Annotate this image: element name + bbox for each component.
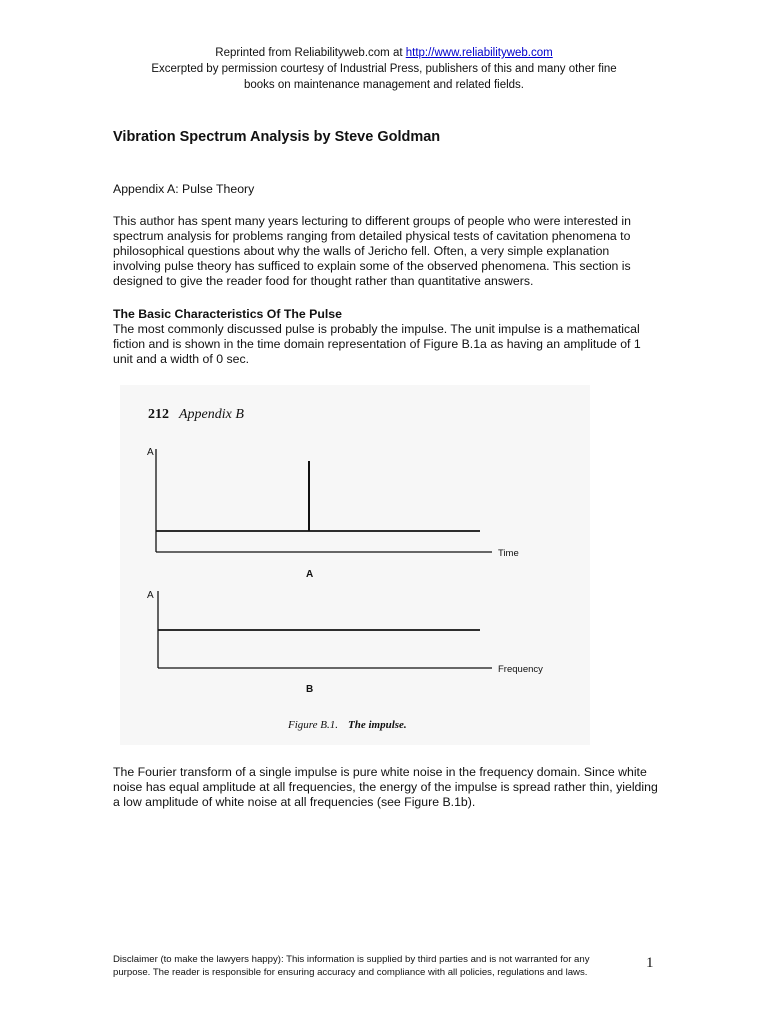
publisher-line: books on maintenance management and related fields. [243, 79, 524, 91]
closing-paragraph: The Fourier transform of a single impulse is pure white noise in the frequency domain. Since white noise has equal amplitude at all frequencies, the energy of the impulse is spread rather thin, yielding a low amplitude of white noise at all frequencies (see Figure B.1b). [113, 765, 658, 809]
permission-line: Excerpted by permission courtesy of Industrial Press, publishers of this and many other fine [151, 63, 617, 75]
appendix-heading: Appendix A: Pulse Theory [113, 182, 255, 196]
impulse-figure [120, 385, 590, 745]
pulse-section [113, 307, 658, 367]
figure-page-title: Appendix B [179, 407, 244, 422]
reprint-prefix: Reprinted from Reliabilityweb.com at [215, 47, 406, 59]
page-number: 1 [646, 955, 654, 971]
bottom-y-axis-label: A [147, 590, 154, 601]
reprint-line [100, 45, 668, 61]
reprint-header [100, 45, 668, 93]
bottom-x-axis-label: Frequency [498, 664, 543, 675]
section-heading: The Basic Characteristics Of The Pulse [113, 307, 342, 321]
impulse-diagram [120, 385, 590, 745]
figure-page-number: 212 [148, 407, 169, 422]
caption-text: The impulse. [348, 719, 407, 731]
section-text: The most commonly discussed pulse is probably the impulse. The unit impulse is a mathematical fiction and is shown in the time domain representation of Figure B.1a as having an amplitude of 1 unit and a width of 0 sec. [113, 322, 641, 366]
top-x-axis-label: Time [498, 548, 519, 559]
top-panel-label: A [306, 569, 314, 580]
disclaimer: Disclaimer (to make the lawyers happy): This information is supplied by third parties and is not warranted for any purpose. The reader is responsible for ensuring accuracy and compliance with all policies, regulations and laws. [113, 954, 590, 978]
top-y-axis-label: A [147, 447, 154, 458]
reliabilityweb-link[interactable]: http://www.reliabilityweb.com [405, 47, 553, 59]
document-title: Vibration Spectrum Analysis by Steve Goldman [113, 129, 441, 145]
intro-paragraph: This author has spent many years lecturing to different groups of people who were interested in spectrum analysis for problems ranging from detailed physical tests of cavitation phenomena to philosophical questions about why the walls of Jericho fell. Often, a very simple explanation involving pulse theory has sufficed to explain some of the observed phenomena. This section is designed to give the reader food for thought rather than quantitative answers. [113, 214, 631, 288]
figure-caption [288, 719, 407, 731]
bottom-panel-label: B [306, 684, 314, 695]
caption-label: Figure B.1. [288, 719, 338, 731]
